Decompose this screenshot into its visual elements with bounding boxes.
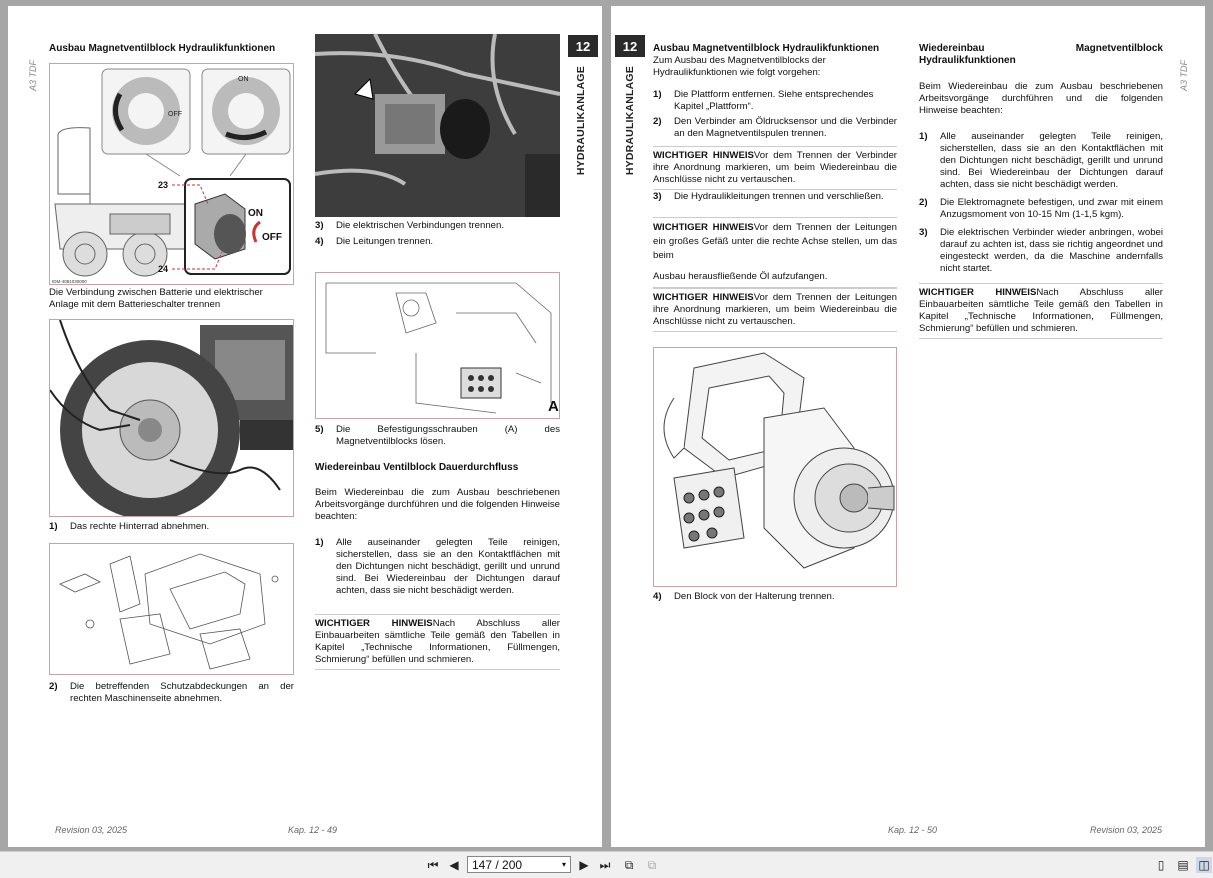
step-item: 1) Alle auseinander gelegten Teile reinigen, sicherstellen, dass sie an den Kontaktflächen mit den Dichtungen nicht beschädigt, gerillt und unrund sind. Bei Wiedereinbau der Dichtungen darauf achten, dass sie nicht beschädigt werden. <box>919 131 1163 190</box>
first-page-icon[interactable]: ⏮ <box>427 858 439 872</box>
right-column-1 <box>653 43 897 603</box>
important-note: WICHTIGER HINWEISNach Abschluss aller Einbauarbeiten sämtliche Teile gemäß den Tabellen in Kapitel „Technische Informationen, Füllmengen, Schmierung“ befüllen und schmieren. <box>919 283 1163 339</box>
left-column-2 <box>315 34 560 670</box>
single-page-icon[interactable]: ▯ <box>1157 858 1165 872</box>
step-item: 3) Die Hydraulikleitungen trennen und verschließen. <box>653 191 884 202</box>
fig-label-23: 23 <box>158 180 169 190</box>
fig-code: IDM-4081030000 <box>52 279 87 284</box>
fig-label-a: A <box>548 398 559 415</box>
page-number-input[interactable] <box>467 856 571 873</box>
chevron-down-icon[interactable]: ▾ <box>561 860 566 869</box>
viewer-toolbar <box>0 851 1213 878</box>
figure-rear-wheel <box>49 319 294 517</box>
figure-battery-switch <box>49 63 294 285</box>
left-page <box>8 6 602 847</box>
next-page-icon[interactable]: ▶ <box>579 858 589 872</box>
footer-revision: Revision 03, 2025 <box>55 825 128 835</box>
last-page-icon[interactable]: ⏭ <box>599 858 611 872</box>
important-note: WICHTIGER HINWEISVor dem Trennen der Verbinder ihre Anordnung markieren, um beim Wiedereinbau die Anschlüsse nicht zu vertauschen. <box>653 146 897 190</box>
step-item: 2) Die betreffenden Schutzabdeckungen an der rechten Maschinenseite abnehmen. <box>49 681 294 704</box>
section-heading: Wiedereinbau Ventilblock Dauerdurchfluss <box>315 462 519 473</box>
step-item: 1) Alle auseinander gelegten Teile reinigen, sicherstellen, dass sie an den Kontaktflächen mit den Dichtungen nicht beschädigt, gerillt und unrund sind. Bei Wiedereinbau der Dichtungen darauf achten, dass sie nicht beschädigt werden. <box>315 537 560 596</box>
important-note: WICHTIGER HINWEISVor dem Trennen der Leitungen ein großes Gefäß unter die rechte Achse stellen, um das beim Ausbau herausfließende Öl aufzufangen. <box>653 217 897 288</box>
chapter-title-vertical: HYDRAULIKANLAGE <box>575 66 587 176</box>
fig-label-24: 24 <box>158 264 169 274</box>
step-item: 4) Den Block von der Halterung trennen. <box>653 591 835 602</box>
step-item: 2) Die Elektromagnete befestigen, und zwar mit einem Anzugsmoment von 10-15 Nm (1-1,5 kgm). <box>919 197 1163 220</box>
figure-valve-photo <box>315 34 560 217</box>
paragraph: Beim Wiedereinbau die zum Ausbau beschriebenen Arbeitsvorgänge durchführen und die folgenden Hinweise beachten: <box>919 81 1163 116</box>
side-label: A3 TDF <box>28 60 38 92</box>
footer-revision: Revision 03, 2025 <box>1090 825 1163 835</box>
important-note: WICHTIGER HINWEISNach Abschluss aller Einbauarbeiten sämtliche Teile gemäß den Tabellen in Kapitel „Technische Informationen, Füllmengen, Schmierung“ befüllen und schmieren. <box>315 614 560 670</box>
section-heading: Ausbau Magnetventilblock Hydraulikfunktionen <box>49 43 276 54</box>
fit-width-icon[interactable]: ⧉ <box>647 858 657 872</box>
step-item: 2) Den Verbinder am Öldrucksensor und die Verbinder an den Magnetventilspulen trennen. <box>653 116 897 139</box>
important-note: WICHTIGER HINWEISVor dem Trennen der Leitungen ihre Anordnung markieren, um beim Wiedereinbau die Anschlüsse nicht zu vertauschen. <box>653 288 897 332</box>
chapter-number-box: 12 <box>615 35 645 57</box>
fit-page-icon[interactable]: ⧉ <box>624 858 634 872</box>
figure-valve-block-assembly <box>653 347 897 587</box>
step-item: 4) Die Leitungen trennen. <box>315 236 434 247</box>
section-heading: Ausbau Magnetventilblock Hydraulikfunktionen <box>653 43 880 54</box>
page-indicator: 147 / 200 <box>472 857 523 872</box>
step-item: 3) Die elektrischen Verbinder wieder anbringen, wobei darauf zu achten ist, dass sie richtig angeordnet und eingesteckt werden, da die Maschine andernfalls nicht startet. <box>919 227 1163 274</box>
chapter-number-box: 12 <box>568 35 598 57</box>
step-item: 3) Die elektrischen Verbindungen trennen. <box>315 220 505 231</box>
footer-page-number: Kap. 12 - 49 <box>288 825 338 835</box>
footer-page-number: Kap. 12 - 50 <box>888 825 938 835</box>
note-continuation: Ausbau herausfließende Öl aufzufangen. <box>653 271 828 282</box>
step-item: 1) Das rechte Hinterrad abnehmen. <box>49 521 210 532</box>
two-page-icon[interactable]: ◫ <box>1196 857 1212 873</box>
fig-label-on: ON <box>248 208 263 219</box>
continuous-icon[interactable]: ▤ <box>1177 858 1189 872</box>
right-column-2 <box>919 43 1163 339</box>
fig-label-off-top: OFF <box>168 111 182 118</box>
figure-protective-covers <box>49 543 294 675</box>
chapter-title-vertical: HYDRAULIKANLAGE <box>624 66 636 176</box>
prev-page-icon[interactable]: ◀ <box>449 858 459 872</box>
section-heading: Wiedereinbau Magnetventilblock Hydraulikfunktionen <box>919 43 1163 66</box>
paragraph: Zum Ausbau des Magnetventilblocks der Hydraulikfunktionen wie folgt vorgehen: <box>653 55 826 78</box>
paragraph: Beim Wiedereinbau die zum Ausbau beschriebenen Arbeitsvorgänge durchführen und die folgenden Hinweise beachten: <box>315 487 560 522</box>
left-column-1 <box>49 43 294 705</box>
figure-caption: Die Verbindung zwischen Batterie und elektrischer Anlage mit dem Batterieschalter trennen <box>49 287 263 310</box>
figure-valve-block-screws <box>315 272 560 419</box>
side-label: A3 TDF <box>1179 60 1189 92</box>
step-item: 5) Die Befestigungsschrauben (A) des Magnetventilblocks lösen. <box>315 424 560 447</box>
fig-label-off: OFF <box>262 232 282 243</box>
step-item: 1) Die Plattform entfernen. Siehe entsprechendes Kapitel „Plattform“. <box>653 89 874 112</box>
right-page <box>611 6 1205 847</box>
fig-label-on-top: ON <box>238 76 249 83</box>
